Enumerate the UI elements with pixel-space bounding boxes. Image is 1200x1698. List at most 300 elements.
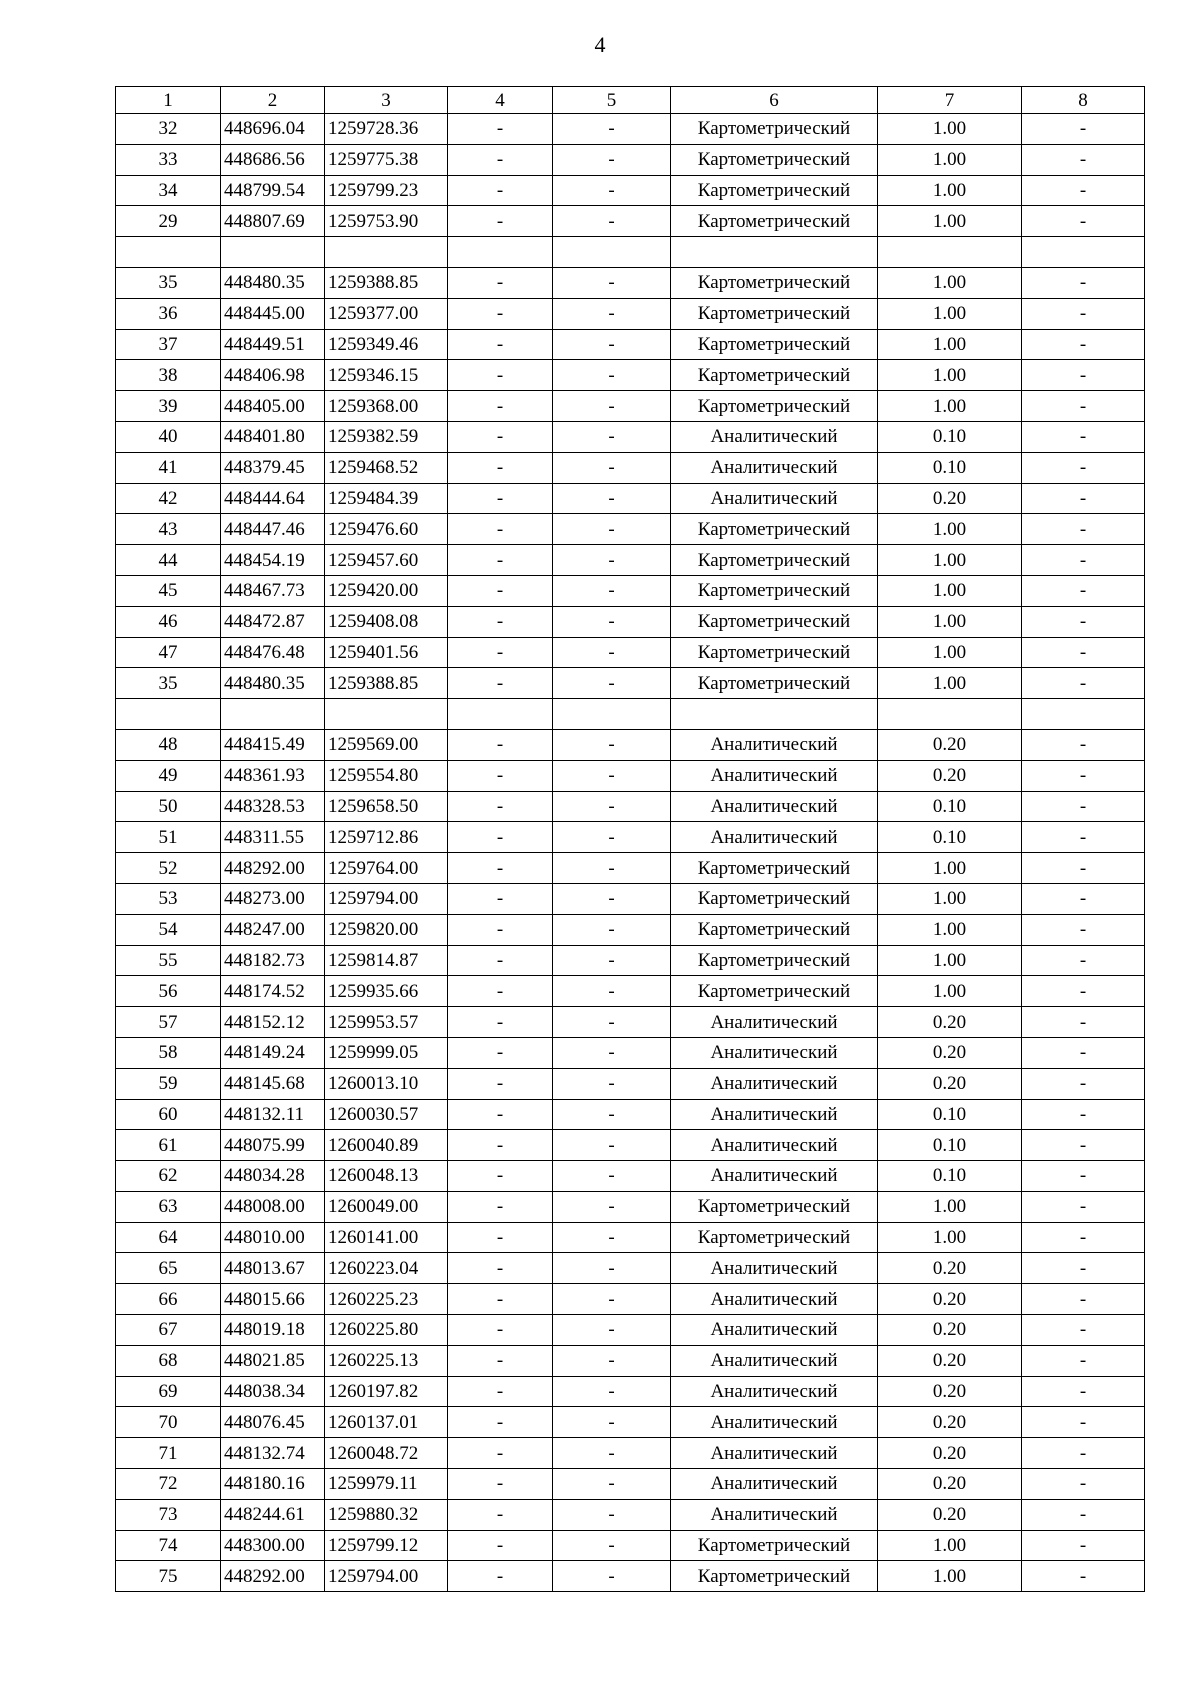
point-number-cell: 75 (116, 1561, 221, 1592)
table-row (116, 452, 1145, 483)
table-row (116, 267, 1145, 298)
col-5-value-cell: - (553, 1469, 671, 1500)
col-4-value-cell: - (448, 1222, 553, 1253)
x-coordinate-cell: 448273.00 (221, 883, 325, 914)
col-4-value-cell: - (448, 853, 553, 884)
x-coordinate-cell: 448013.67 (221, 1253, 325, 1284)
x-coordinate-cell: 448467.73 (221, 575, 325, 606)
x-coordinate-cell: 448292.00 (221, 853, 325, 884)
col-4-value-cell: - (448, 883, 553, 914)
col-5-value-cell: - (553, 1376, 671, 1407)
table-row (116, 1284, 1145, 1315)
table-row (116, 729, 1145, 760)
x-coordinate-cell: 448152.12 (221, 1007, 325, 1038)
accuracy-cell: 0.20 (878, 1345, 1022, 1376)
accuracy-cell: 1.00 (878, 668, 1022, 699)
column-header-2: 2 (221, 87, 325, 114)
point-number-cell: 46 (116, 606, 221, 637)
col-4-value-cell: - (448, 945, 553, 976)
method-cell: Картометрический (671, 575, 878, 606)
col-5-value-cell: - (553, 637, 671, 668)
point-number-cell: 55 (116, 945, 221, 976)
col-5-value-cell: - (553, 883, 671, 914)
col-8-value-cell: - (1022, 883, 1145, 914)
accuracy-cell: 0.20 (878, 1315, 1022, 1346)
col-8-value-cell: - (1022, 1530, 1145, 1561)
accuracy-cell: 0.20 (878, 1376, 1022, 1407)
y-coordinate-cell: 1260040.89 (325, 1130, 448, 1161)
col-5-value-cell: - (553, 1315, 671, 1346)
x-coordinate-cell (221, 699, 325, 730)
table-row (116, 1376, 1145, 1407)
accuracy-cell: 1.00 (878, 514, 1022, 545)
col-8-value-cell: - (1022, 1499, 1145, 1530)
y-coordinate-cell: 1259346.15 (325, 360, 448, 391)
x-coordinate-cell: 448008.00 (221, 1191, 325, 1222)
y-coordinate-cell: 1259401.56 (325, 637, 448, 668)
y-coordinate-cell: 1259820.00 (325, 914, 448, 945)
col-8-value-cell: - (1022, 575, 1145, 606)
point-number-cell: 60 (116, 1099, 221, 1130)
col-4-value-cell: - (448, 1191, 553, 1222)
point-number-cell: 62 (116, 1161, 221, 1192)
y-coordinate-cell: 1260197.82 (325, 1376, 448, 1407)
y-coordinate-cell: 1260030.57 (325, 1099, 448, 1130)
col-5-value-cell: - (553, 144, 671, 175)
separator-row (116, 237, 1145, 268)
x-coordinate-cell: 448132.11 (221, 1099, 325, 1130)
y-coordinate-cell: 1259775.38 (325, 144, 448, 175)
x-coordinate-cell: 448406.98 (221, 360, 325, 391)
table-row (116, 483, 1145, 514)
y-coordinate-cell: 1259935.66 (325, 976, 448, 1007)
table-row (116, 391, 1145, 422)
x-coordinate-cell: 448145.68 (221, 1068, 325, 1099)
col-5-value-cell: - (553, 514, 671, 545)
col-8-value-cell: - (1022, 853, 1145, 884)
y-coordinate-cell: 1259814.87 (325, 945, 448, 976)
y-coordinate-cell: 1260049.00 (325, 1191, 448, 1222)
y-coordinate-cell: 1260048.72 (325, 1438, 448, 1469)
col-4-value-cell: - (448, 452, 553, 483)
separator-row (116, 699, 1145, 730)
col-4-value-cell: - (448, 914, 553, 945)
accuracy-cell: 0.20 (878, 1407, 1022, 1438)
point-number-cell: 33 (116, 144, 221, 175)
method-cell (671, 699, 878, 730)
method-cell: Аналитический (671, 1315, 878, 1346)
y-coordinate-cell: 1259794.00 (325, 1561, 448, 1592)
coordinates-table (115, 86, 1145, 1592)
point-number-cell: 45 (116, 575, 221, 606)
col-8-value-cell: - (1022, 945, 1145, 976)
method-cell: Аналитический (671, 483, 878, 514)
table-row (116, 514, 1145, 545)
col-8-value-cell: - (1022, 791, 1145, 822)
x-coordinate-cell: 448075.99 (221, 1130, 325, 1161)
method-cell: Картометрический (671, 1530, 878, 1561)
y-coordinate-cell: 1260013.10 (325, 1068, 448, 1099)
x-coordinate-cell: 448449.51 (221, 329, 325, 360)
col-8-value-cell: - (1022, 1222, 1145, 1253)
col-5-value-cell: - (553, 1438, 671, 1469)
point-number-cell (116, 237, 221, 268)
point-number-cell: 65 (116, 1253, 221, 1284)
x-coordinate-cell: 448076.45 (221, 1407, 325, 1438)
point-number-cell: 72 (116, 1469, 221, 1500)
accuracy-cell: 1.00 (878, 329, 1022, 360)
col-4-value-cell: - (448, 175, 553, 206)
y-coordinate-cell: 1259382.59 (325, 421, 448, 452)
col-8-value-cell: - (1022, 606, 1145, 637)
point-number-cell: 32 (116, 114, 221, 145)
table-row (116, 1037, 1145, 1068)
point-number-cell: 41 (116, 452, 221, 483)
table-row (116, 1007, 1145, 1038)
col-5-value-cell: - (553, 206, 671, 237)
col-5-value-cell: - (553, 760, 671, 791)
accuracy-cell: 0.10 (878, 1099, 1022, 1130)
accuracy-cell: 1.00 (878, 391, 1022, 422)
y-coordinate-cell: 1259388.85 (325, 267, 448, 298)
x-coordinate-cell (221, 237, 325, 268)
x-coordinate-cell: 448447.46 (221, 514, 325, 545)
method-cell: Картометрический (671, 914, 878, 945)
col-4-value-cell: - (448, 206, 553, 237)
point-number-cell: 44 (116, 545, 221, 576)
point-number-cell: 59 (116, 1068, 221, 1099)
accuracy-cell: 0.20 (878, 1499, 1022, 1530)
col-8-value-cell: - (1022, 298, 1145, 329)
method-cell: Аналитический (671, 1469, 878, 1500)
method-cell: Картометрический (671, 883, 878, 914)
accuracy-cell: 0.20 (878, 1469, 1022, 1500)
col-5-value-cell: - (553, 1253, 671, 1284)
accuracy-cell: 1.00 (878, 1530, 1022, 1561)
col-4-value-cell (448, 237, 553, 268)
y-coordinate-cell: 1259880.32 (325, 1499, 448, 1530)
table-row (116, 760, 1145, 791)
y-coordinate-cell: 1259349.46 (325, 329, 448, 360)
y-coordinate-cell: 1259408.08 (325, 606, 448, 637)
col-8-value-cell: - (1022, 1037, 1145, 1068)
x-coordinate-cell: 448247.00 (221, 914, 325, 945)
point-number-cell: 71 (116, 1438, 221, 1469)
col-8-value-cell: - (1022, 1130, 1145, 1161)
method-cell: Картометрический (671, 1561, 878, 1592)
column-header-6: 6 (671, 87, 878, 114)
accuracy-cell: 1.00 (878, 1561, 1022, 1592)
col-5-value-cell: - (553, 1345, 671, 1376)
table-row (116, 144, 1145, 175)
table-row (116, 329, 1145, 360)
table-row (116, 1315, 1145, 1346)
method-cell: Аналитический (671, 421, 878, 452)
col-8-value-cell: - (1022, 206, 1145, 237)
x-coordinate-cell: 448361.93 (221, 760, 325, 791)
method-cell (671, 237, 878, 268)
accuracy-cell: 0.10 (878, 421, 1022, 452)
point-number-cell: 34 (116, 175, 221, 206)
col-8-value-cell: - (1022, 1376, 1145, 1407)
accuracy-cell: 1.00 (878, 883, 1022, 914)
col-8-value-cell: - (1022, 329, 1145, 360)
point-number-cell: 35 (116, 668, 221, 699)
col-8-value-cell: - (1022, 114, 1145, 145)
col-5-value-cell: - (553, 729, 671, 760)
point-number-cell: 63 (116, 1191, 221, 1222)
col-8-value-cell: - (1022, 729, 1145, 760)
col-8-value-cell: - (1022, 144, 1145, 175)
y-coordinate-cell: 1259484.39 (325, 483, 448, 514)
col-5-value-cell: - (553, 945, 671, 976)
y-coordinate-cell: 1260225.13 (325, 1345, 448, 1376)
accuracy-cell: 1.00 (878, 1222, 1022, 1253)
accuracy-cell: 1.00 (878, 945, 1022, 976)
x-coordinate-cell: 448010.00 (221, 1222, 325, 1253)
point-number-cell: 38 (116, 360, 221, 391)
col-4-value-cell: - (448, 1315, 553, 1346)
table-row (116, 1561, 1145, 1592)
table-row (116, 1407, 1145, 1438)
table-row (116, 421, 1145, 452)
accuracy-cell: 1.00 (878, 606, 1022, 637)
table-row (116, 1345, 1145, 1376)
col-5-value-cell: - (553, 1499, 671, 1530)
col-4-value-cell: - (448, 545, 553, 576)
point-number-cell: 74 (116, 1530, 221, 1561)
x-coordinate-cell: 448174.52 (221, 976, 325, 1007)
method-cell: Аналитический (671, 1007, 878, 1038)
point-number-cell: 36 (116, 298, 221, 329)
method-cell: Картометрический (671, 606, 878, 637)
y-coordinate-cell: 1259554.80 (325, 760, 448, 791)
x-coordinate-cell: 448311.55 (221, 822, 325, 853)
col-5-value-cell: - (553, 421, 671, 452)
column-header-1: 1 (116, 87, 221, 114)
x-coordinate-cell: 448182.73 (221, 945, 325, 976)
method-cell: Аналитический (671, 760, 878, 791)
y-coordinate-cell: 1259368.00 (325, 391, 448, 422)
method-cell: Картометрический (671, 267, 878, 298)
table-row (116, 945, 1145, 976)
col-5-value-cell: - (553, 1161, 671, 1192)
x-coordinate-cell: 448019.18 (221, 1315, 325, 1346)
col-4-value-cell: - (448, 391, 553, 422)
table-row (116, 298, 1145, 329)
col-5-value-cell: - (553, 668, 671, 699)
accuracy-cell: 0.10 (878, 1161, 1022, 1192)
method-cell: Картометрический (671, 329, 878, 360)
y-coordinate-cell: 1259753.90 (325, 206, 448, 237)
point-number-cell: 49 (116, 760, 221, 791)
col-4-value-cell: - (448, 329, 553, 360)
method-cell: Аналитический (671, 822, 878, 853)
col-8-value-cell: - (1022, 452, 1145, 483)
point-number-cell: 57 (116, 1007, 221, 1038)
point-number-cell: 56 (116, 976, 221, 1007)
col-4-value-cell: - (448, 1376, 553, 1407)
x-coordinate-cell: 448132.74 (221, 1438, 325, 1469)
y-coordinate-cell: 1259953.57 (325, 1007, 448, 1038)
y-coordinate-cell: 1259764.00 (325, 853, 448, 884)
point-number-cell: 66 (116, 1284, 221, 1315)
method-cell: Картометрический (671, 945, 878, 976)
x-coordinate-cell: 448038.34 (221, 1376, 325, 1407)
table-row (116, 1099, 1145, 1130)
table-row (116, 114, 1145, 145)
col-4-value-cell: - (448, 760, 553, 791)
y-coordinate-cell: 1259457.60 (325, 545, 448, 576)
table-row (116, 976, 1145, 1007)
col-4-value-cell: - (448, 1068, 553, 1099)
point-number-cell: 37 (116, 329, 221, 360)
accuracy-cell: 0.20 (878, 729, 1022, 760)
accuracy-cell: 1.00 (878, 545, 1022, 576)
method-cell: Аналитический (671, 1099, 878, 1130)
point-number-cell: 47 (116, 637, 221, 668)
table-row (116, 637, 1145, 668)
col-4-value-cell: - (448, 1499, 553, 1530)
point-number-cell (116, 699, 221, 730)
column-header-4: 4 (448, 87, 553, 114)
col-5-value-cell: - (553, 791, 671, 822)
col-5-value-cell: - (553, 853, 671, 884)
col-4-value-cell: - (448, 1037, 553, 1068)
col-4-value-cell: - (448, 1130, 553, 1161)
point-number-cell: 29 (116, 206, 221, 237)
x-coordinate-cell: 448480.35 (221, 267, 325, 298)
x-coordinate-cell: 448149.24 (221, 1037, 325, 1068)
table-row (116, 1253, 1145, 1284)
accuracy-cell: 0.20 (878, 1438, 1022, 1469)
col-5-value-cell: - (553, 1561, 671, 1592)
col-8-value-cell: - (1022, 1407, 1145, 1438)
col-5-value-cell: - (553, 545, 671, 576)
column-header-3: 3 (325, 87, 448, 114)
table-row (116, 822, 1145, 853)
col-8-value-cell: - (1022, 760, 1145, 791)
col-8-value-cell: - (1022, 391, 1145, 422)
method-cell: Картометрический (671, 1222, 878, 1253)
x-coordinate-cell: 448379.45 (221, 452, 325, 483)
method-cell: Аналитический (671, 1253, 878, 1284)
y-coordinate-cell: 1259476.60 (325, 514, 448, 545)
col-4-value-cell: - (448, 483, 553, 514)
col-8-value-cell: - (1022, 1561, 1145, 1592)
column-header-8: 8 (1022, 87, 1145, 114)
col-5-value-cell: - (553, 914, 671, 945)
y-coordinate-cell: 1259799.23 (325, 175, 448, 206)
method-cell: Картометрический (671, 114, 878, 145)
method-cell: Аналитический (671, 1499, 878, 1530)
table-row (116, 914, 1145, 945)
point-number-cell: 48 (116, 729, 221, 760)
point-number-cell: 53 (116, 883, 221, 914)
x-coordinate-cell: 448472.87 (221, 606, 325, 637)
method-cell: Аналитический (671, 1130, 878, 1161)
col-8-value-cell: - (1022, 1007, 1145, 1038)
accuracy-cell: 0.10 (878, 1130, 1022, 1161)
x-coordinate-cell: 448244.61 (221, 1499, 325, 1530)
method-cell: Аналитический (671, 1438, 878, 1469)
y-coordinate-cell: 1259388.85 (325, 668, 448, 699)
x-coordinate-cell: 448021.85 (221, 1345, 325, 1376)
point-number-cell: 40 (116, 421, 221, 452)
col-8-value-cell (1022, 237, 1145, 268)
x-coordinate-cell: 448445.00 (221, 298, 325, 329)
method-cell: Картометрический (671, 206, 878, 237)
col-4-value-cell: - (448, 976, 553, 1007)
accuracy-cell: 1.00 (878, 1191, 1022, 1222)
accuracy-cell: 1.00 (878, 175, 1022, 206)
col-4-value-cell: - (448, 1469, 553, 1500)
col-5-value-cell (553, 237, 671, 268)
x-coordinate-cell: 448328.53 (221, 791, 325, 822)
col-4-value-cell: - (448, 114, 553, 145)
x-coordinate-cell: 448300.00 (221, 1530, 325, 1561)
x-coordinate-cell: 448415.49 (221, 729, 325, 760)
table-row (116, 791, 1145, 822)
col-5-value-cell: - (553, 391, 671, 422)
col-8-value-cell: - (1022, 1345, 1145, 1376)
col-8-value-cell: - (1022, 1253, 1145, 1284)
table-row (116, 1438, 1145, 1469)
accuracy-cell: 0.20 (878, 1037, 1022, 1068)
accuracy-cell: 0.20 (878, 1284, 1022, 1315)
x-coordinate-cell: 448480.35 (221, 668, 325, 699)
col-5-value-cell: - (553, 175, 671, 206)
y-coordinate-cell: 1259728.36 (325, 114, 448, 145)
table-row (116, 175, 1145, 206)
x-coordinate-cell: 448444.64 (221, 483, 325, 514)
y-coordinate-cell: 1260141.00 (325, 1222, 448, 1253)
method-cell: Картометрический (671, 545, 878, 576)
col-5-value-cell: - (553, 452, 671, 483)
method-cell: Картометрический (671, 1191, 878, 1222)
table-row (116, 1068, 1145, 1099)
page-number: 4 (594, 32, 606, 57)
point-number-cell: 51 (116, 822, 221, 853)
accuracy-cell: 1.00 (878, 575, 1022, 606)
col-4-value-cell: - (448, 360, 553, 391)
table-row (116, 668, 1145, 699)
col-8-value-cell: - (1022, 637, 1145, 668)
col-8-value-cell: - (1022, 514, 1145, 545)
y-coordinate-cell: 1260048.13 (325, 1161, 448, 1192)
col-5-value-cell (553, 699, 671, 730)
point-number-cell: 64 (116, 1222, 221, 1253)
col-5-value-cell: - (553, 1068, 671, 1099)
col-4-value-cell: - (448, 1007, 553, 1038)
x-coordinate-cell: 448686.56 (221, 144, 325, 175)
accuracy-cell: 0.20 (878, 483, 1022, 514)
accuracy-cell: 0.10 (878, 822, 1022, 853)
point-number-cell: 73 (116, 1499, 221, 1530)
point-number-cell: 52 (116, 853, 221, 884)
col-4-value-cell: - (448, 514, 553, 545)
col-8-value-cell: - (1022, 914, 1145, 945)
method-cell: Картометрический (671, 976, 878, 1007)
col-4-value-cell: - (448, 822, 553, 853)
x-coordinate-cell: 448405.00 (221, 391, 325, 422)
accuracy-cell: 0.10 (878, 791, 1022, 822)
y-coordinate-cell: 1259999.05 (325, 1037, 448, 1068)
accuracy-cell: 0.20 (878, 760, 1022, 791)
col-4-value-cell: - (448, 1407, 553, 1438)
method-cell: Аналитический (671, 729, 878, 760)
col-4-value-cell: - (448, 637, 553, 668)
